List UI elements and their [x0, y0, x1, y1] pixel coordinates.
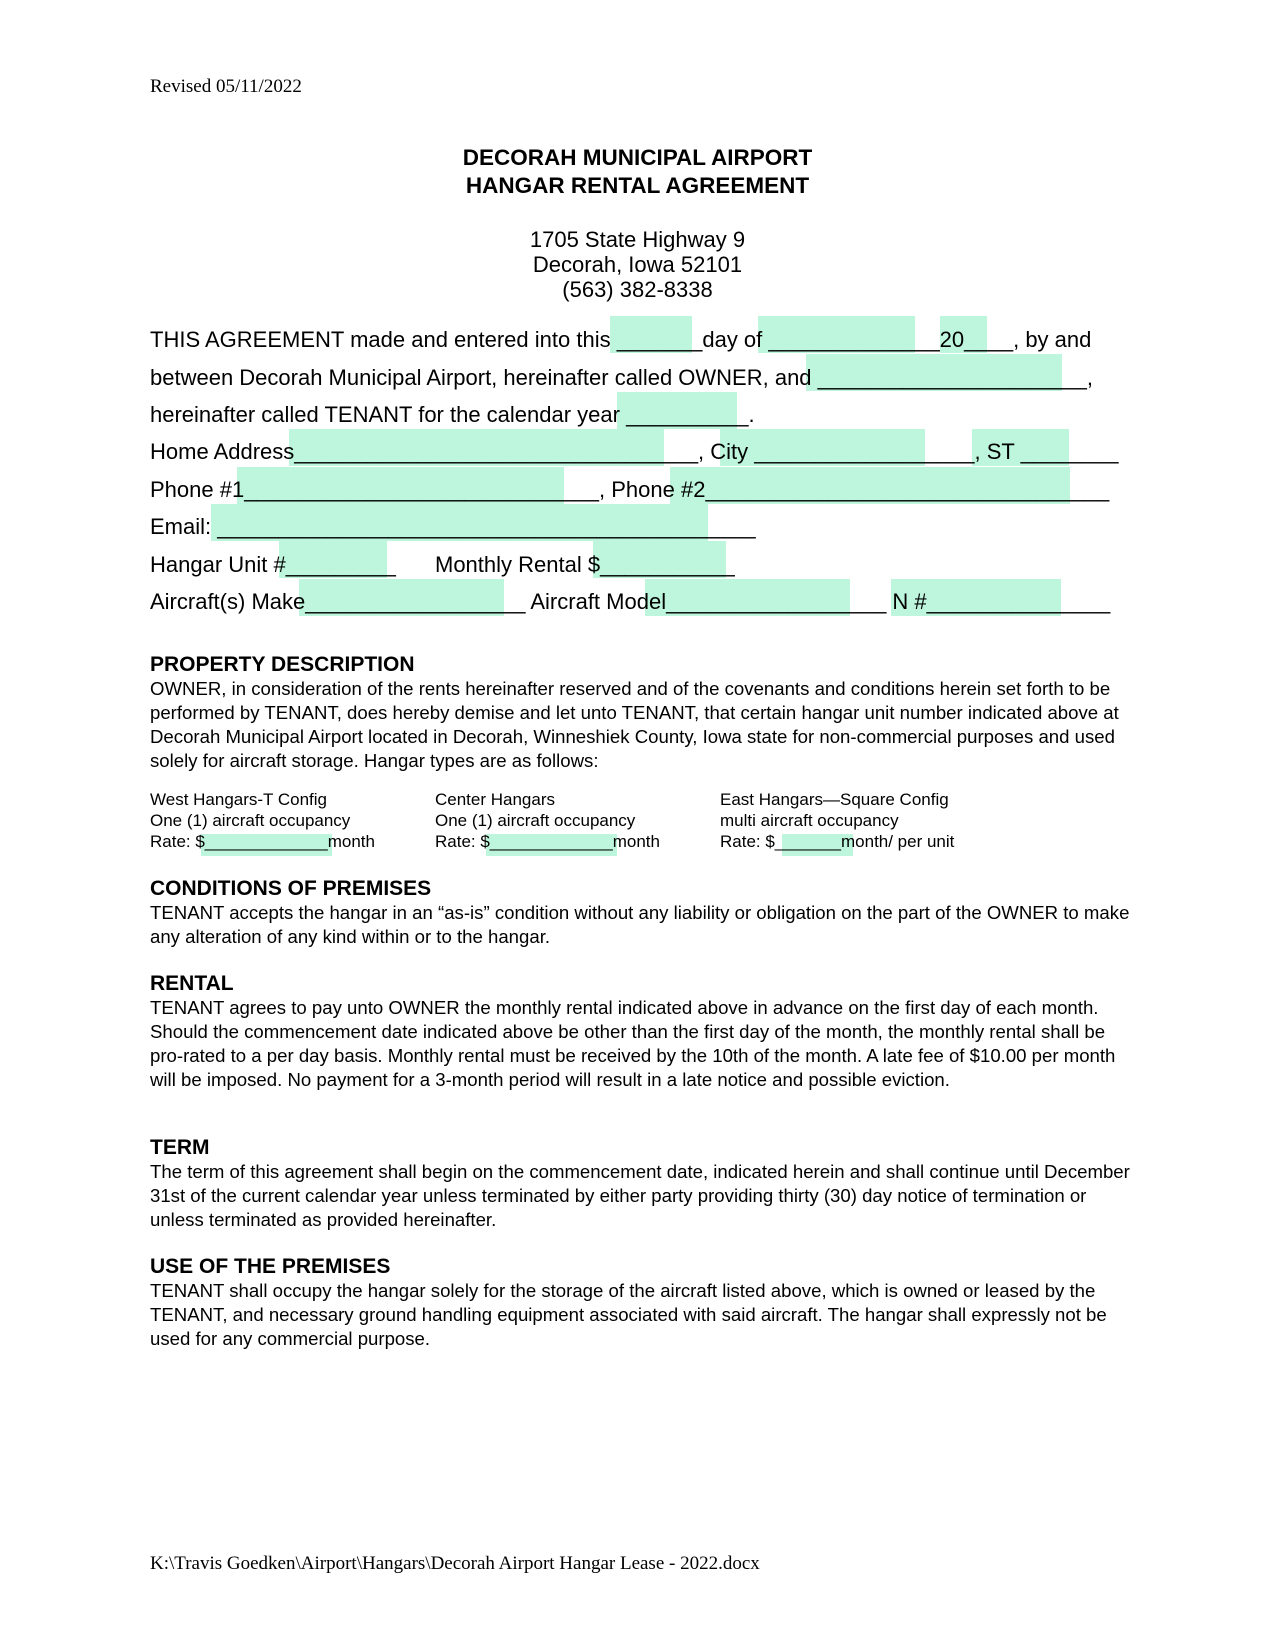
conditions-body: TENANT accepts the hangar in an “as-is” condition without any liability or obligation on the part of the OWNER to make any alteration of any kind within or to the hangar.: [150, 902, 1130, 947]
east-hangar-name: East Hangars—Square Config: [720, 790, 949, 809]
east-hangar-occupancy: multi aircraft occupancy: [720, 811, 899, 830]
conditions-heading: CONDITIONS OF PREMISES: [150, 877, 432, 900]
center-hangar-name: Center Hangars: [435, 790, 556, 809]
agreement-line-1: THIS AGREEMENT made and entered into this _______day of ______________20____, by and: [150, 327, 1092, 352]
file-path-footer: K:\Travis Goedken\Airport\Hangars\Decorah Airport Hangar Lease - 2022.docx: [150, 1553, 760, 1574]
rental-body: TENANT agrees to pay unto OWNER the monthly rental indicated above in advance on the first day of each month. Should the commencement date indicated above be other than the first day of the month, the monthly rental shall be pro-rated to a per day basis. Monthly rental must be received by the 10th of the month. A late fee of $10.00 per month will be imposed. No payment for a 3-month period will result in a late notice and possible eviction.: [150, 997, 1116, 1090]
address-street: 1705 State Highway 9: [529, 227, 746, 252]
property-heading: PROPERTY DESCRIPTION: [150, 653, 415, 676]
use-heading: USE OF THE PREMISES: [150, 1255, 391, 1278]
west-hangar-name: West Hangars-T Config: [150, 790, 327, 809]
property-body: OWNER, in consideration of the rents hereinafter reserved and of the covenants and conditions herein set forth to be performed by TENANT, does hereby demise and let unto TENANT, that certain hangar unit number indicated above at Decorah Municipal Airport located in Decorah, Winneshiek County, Iowa state for non-commercial purposes and used solely for aircraft storage. Hangar types are as follows:: [150, 678, 1119, 771]
revised-date: Revised 05/11/2022: [150, 76, 302, 97]
center-hangar-rate: Rate: $_____________month: [435, 832, 660, 851]
east-hangar-rate: Rate: $_______month/ per unit: [720, 832, 955, 851]
term-heading: TERM: [150, 1136, 210, 1159]
aircraft-line: Aircraft(s) Make__________________ Aircraft Model__________________ N #_______________: [150, 589, 1111, 614]
west-hangar-rate: Rate: $_____________month: [150, 832, 375, 851]
use-body: TENANT shall occupy the hangar solely for the storage of the aircraft listed above, which is owned or leased by the TENANT, and necessary ground handling equipment associated with said aircraft. The hangar shall expressly not be used for any commercial purpose.: [150, 1280, 1107, 1349]
rental-heading: RENTAL: [150, 972, 234, 995]
address-city: Decorah, Iowa 52101: [532, 252, 743, 277]
page-subtitle: HANGAR RENTAL AGREEMENT: [465, 173, 810, 198]
agreement-line-2: between Decorah Municipal Airport, hereinafter called OWNER, and ______________________,: [150, 365, 1093, 390]
email-line: Email: ____________________________________________: [150, 514, 756, 539]
page-title: DECORAH MUNICIPAL AIRPORT: [462, 145, 813, 170]
center-hangar-occupancy: One (1) aircraft occupancy: [435, 811, 636, 830]
west-hangar-occupancy: One (1) aircraft occupancy: [150, 811, 351, 830]
home-address-line: Home Address_________________________________, City __________________, ST ________: [150, 439, 1119, 464]
hangar-unit-label: Hangar Unit #_________: [150, 552, 396, 577]
term-body: The term of this agreement shall begin on the commencement date, indicated herein and shall continue until December 31st of the current calendar year unless terminated by either party providing thirty (30) day notice of termination or unless terminated as provided hereinafter.: [150, 1161, 1130, 1230]
address-phone: (563) 382-8338: [562, 277, 713, 302]
monthly-rental-label: Monthly Rental $___________: [435, 552, 735, 577]
phone-line: Phone #1_____________________________, Phone #2_________________________________: [150, 477, 1110, 502]
agreement-line-3: hereinafter called TENANT for the calendar year __________.: [150, 402, 755, 427]
